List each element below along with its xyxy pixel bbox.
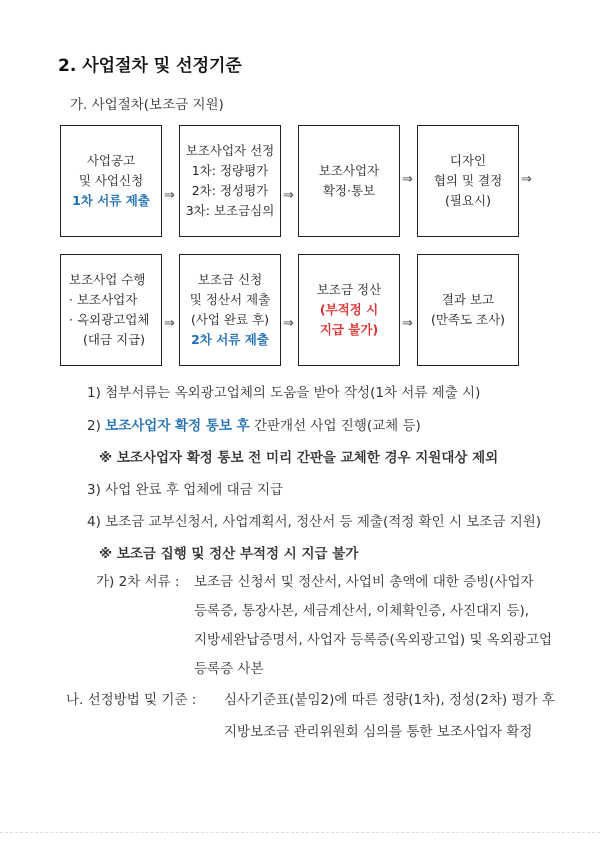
box-text: 보조사업자 <box>318 163 380 178</box>
box-text: 보조금 정산 <box>316 282 382 297</box>
flow-box-confirmation <box>298 125 400 237</box>
list-item-3: 3) 사업 완료 후 업체에 대금 지급 <box>87 482 284 498</box>
box-text: 2차: 정성평가 <box>191 183 269 198</box>
box-text: (사업 완료 후) <box>190 312 270 327</box>
flow-box-execution <box>60 254 162 366</box>
list-item-4: 4) 보조금 교부신청서, 사업계획서, 정산서 등 제출(적정 확인 시 보조금 지원) <box>87 514 542 530</box>
flow-arrow: ⇒ <box>164 316 175 331</box>
section-title: 2. 사업절차 및 선정기준 <box>58 56 242 76</box>
box-text: 보조사업자 선정 <box>185 143 275 158</box>
flow-arrow: ⇒ <box>402 316 413 331</box>
flow-arrow: ⇒ <box>402 172 413 187</box>
box-text-warning: 지급 불가) <box>319 322 379 337</box>
box-text-highlight: 1차 서류 제출 <box>72 193 150 208</box>
box-text: 결과 보고 <box>441 292 495 307</box>
subsection-b-line: 지방보조금 관리위원회 심의를 통한 보조사업자 확정 <box>224 724 533 740</box>
flow-arrow: ⇒ <box>521 172 532 187</box>
list-item-2-prefix: 2) <box>87 418 106 434</box>
box-text-highlight: 2차 서류 제출 <box>191 332 269 347</box>
box-text: 및 사업신청 <box>78 173 144 188</box>
box-text: 확정·통보 <box>322 183 376 198</box>
note-exclusion: ※ 보조사업자 확정 통보 전 미리 간판을 교체한 경우 지원대상 제외 <box>99 450 499 466</box>
flow-box-settlement <box>298 254 400 366</box>
flow-arrow: ⇒ <box>283 188 294 203</box>
note-nonpayment: ※ 보조금 집행 및 정산 부적정 시 지급 불가 <box>99 546 359 562</box>
box-text: (대금 지급) <box>83 332 146 347</box>
list-item-2-rest: 간판개선 사업 진행(교체 등) <box>249 418 421 434</box>
box-text: 보조사업 수행 <box>69 272 146 287</box>
box-text: · 보조사업자 <box>69 292 138 307</box>
flow-box-subsidy-request <box>179 254 281 366</box>
subsection-b-line: 심사기준표(붙임2)에 따른 정량(1차), 정성(2차) 평가 후 <box>224 692 555 708</box>
second-documents-line: 지방세완납증명서, 사업자 등록증(옥외광고업) 및 옥외광고업 <box>194 632 553 648</box>
second-documents-line: 보조금 신청서 및 정산서, 사업비 총액에 대한 증빙(사업자 <box>194 574 534 590</box>
box-text: 사업공고 <box>86 153 136 168</box>
list-item-2-highlight: 보조사업자 확정 통보 후 <box>105 418 250 434</box>
box-text: 협의 및 결정 <box>433 173 503 188</box>
second-documents-line: 등록증, 통장사본, 세금계산서, 이체확인증, 사진대지 등), <box>194 603 530 619</box>
flow-arrow: ⇒ <box>283 316 294 331</box>
box-text: 3차: 보조금심의 <box>185 203 275 218</box>
box-text: 및 정산서 제출 <box>189 292 271 307</box>
list-item-2 <box>87 414 421 434</box>
box-text: 디자인 <box>449 153 487 168</box>
subsection-a-title: 가. 사업절차(보조금 지원) <box>70 97 224 113</box>
list-item-1: 1) 첨부서류는 옥외광고업체의 도움을 받아 작성(1차 서류 제출 시) <box>87 385 481 401</box>
second-documents-line: 등록증 사본 <box>194 661 264 677</box>
flow-box-report <box>417 254 519 366</box>
box-text: 보조금 신청 <box>197 272 263 287</box>
box-text: (만족도 조사) <box>430 312 506 327</box>
box-text-warning: (부적정 시 <box>319 302 379 317</box>
box-text: · 옥외광고업체 <box>69 312 150 327</box>
flow-box-design <box>417 125 519 237</box>
second-documents-label: 가) 2차 서류 : <box>96 574 180 590</box>
flow-box-announcement <box>60 125 162 237</box>
flow-box-selection <box>179 125 281 237</box>
box-text: 1차: 정량평가 <box>191 163 269 178</box>
box-text: (필요시) <box>445 193 491 208</box>
page-bottom-rule <box>0 832 600 833</box>
subsection-b-label: 나. 선정방법 및 기준 : <box>66 692 197 708</box>
flow-arrow: ⇒ <box>164 188 175 203</box>
